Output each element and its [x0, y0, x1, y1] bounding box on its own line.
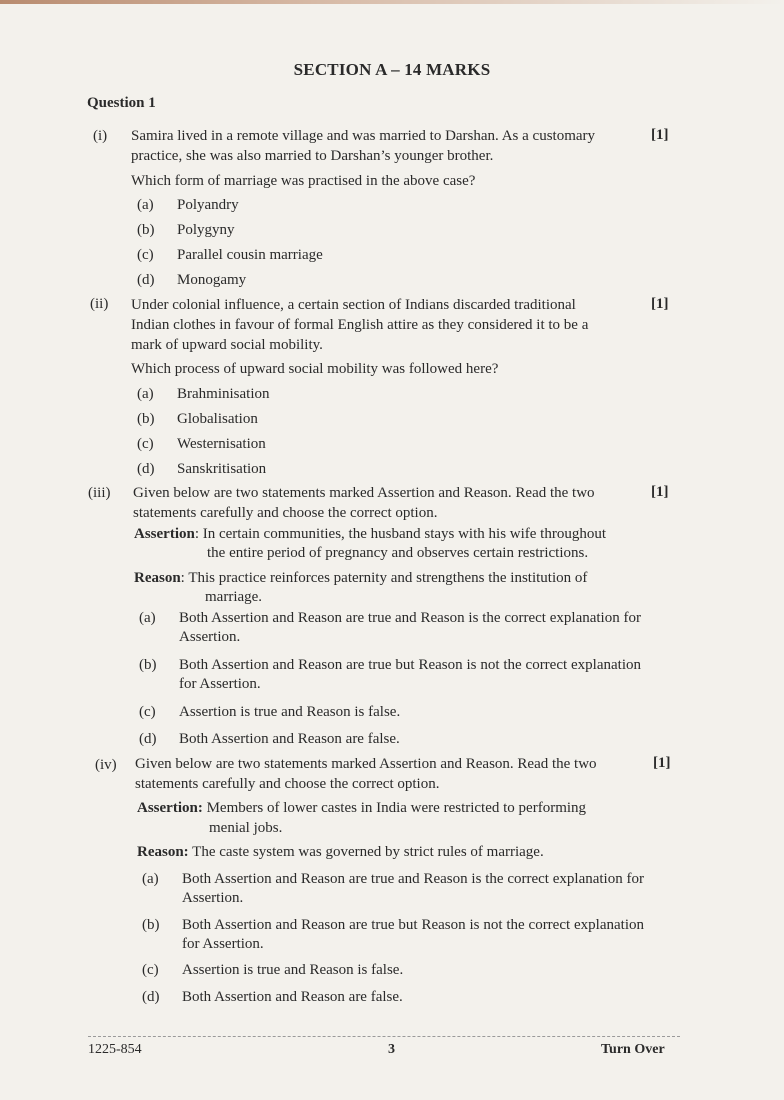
option-text: Brahminisation [177, 386, 270, 402]
question-number: (iii) [88, 485, 111, 501]
option-c [137, 435, 639, 454]
option-b [137, 410, 639, 429]
option-label: (a) [137, 386, 154, 402]
option-label: (b) [137, 411, 155, 427]
reason-label: Reason: [137, 844, 189, 860]
question-stem-line: Indian clothes in favour of formal English attire as they considered it to be a [131, 317, 589, 333]
reason-text-line: The caste system was governed by strict rules of marriage. [188, 844, 544, 860]
option-a [137, 196, 639, 215]
marks-badge: [1] [653, 755, 671, 771]
question-stem-line: Given below are two statements marked Assertion and Reason. Read the two [135, 756, 597, 772]
paper-code: 1225-854 [88, 1042, 142, 1057]
option-text: Assertion is true and Reason is false. [179, 704, 401, 720]
option-label: (c) [137, 247, 154, 263]
assertion-text-line: menial jobs. [209, 820, 283, 836]
assertion-label: Assertion: [137, 800, 203, 816]
reason-statement [137, 843, 544, 862]
assertion-label: Assertion [134, 526, 195, 542]
marks-badge: [1] [651, 484, 669, 500]
option-label: (b) [142, 917, 160, 933]
reason-text-line: marriage. [205, 589, 263, 605]
option-d [139, 730, 641, 749]
question-stem-line: Under colonial influence, a certain section of Indians discarded traditional [131, 297, 576, 313]
option-c [142, 961, 644, 980]
option-a [139, 609, 641, 649]
option-label: (c) [139, 704, 156, 720]
question-prompt: Which form of marriage was practised in the above case? [131, 173, 476, 189]
footer-divider [88, 1036, 680, 1037]
option-text: Polygyny [177, 222, 235, 238]
question-heading: Question 1 [87, 95, 156, 111]
question-prompt: Which process of upward social mobility was followed here? [131, 361, 499, 377]
assertion-text-line: the entire period of pregnancy and observes certain restrictions. [207, 545, 589, 561]
option-text: Both Assertion and Reason are true but Reason is not the correct explanation for Assertion. [182, 917, 644, 952]
option-b [137, 221, 639, 240]
assertion-text-line: Members of lower castes in India were restricted to performing [202, 800, 587, 816]
marks-badge: [1] [651, 127, 669, 143]
reason-label: Reason [134, 570, 181, 586]
option-label: (a) [142, 871, 159, 887]
option-label: (b) [137, 222, 155, 238]
section-title: SECTION A – 14 MARKS [293, 60, 491, 79]
option-label: (c) [137, 436, 154, 452]
option-label: (a) [137, 197, 154, 213]
option-b [139, 656, 641, 696]
option-a [142, 870, 644, 910]
option-text: Both Assertion and Reason are true and Reason is the correct explanation for Assertion. [179, 610, 641, 645]
option-label: (d) [142, 989, 160, 1005]
question-stem-line: practice, she was also married to Darshan’s younger brother. [131, 148, 494, 164]
option-text: Assertion is true and Reason is false. [182, 962, 404, 978]
assertion-text-line: : In certain communities, the husband stays with his wife throughout [194, 526, 607, 542]
turn-over-label: Turn Over [601, 1042, 665, 1057]
question-number: (ii) [90, 296, 109, 312]
question-stem-line: statements carefully and choose the correct option. [135, 776, 440, 792]
option-label: (d) [137, 461, 155, 477]
option-text: Monogamy [177, 272, 247, 288]
option-b [142, 916, 644, 956]
option-label: (b) [139, 657, 157, 673]
question-stem-line: statements carefully and choose the correct option. [133, 505, 438, 521]
option-text: Both Assertion and Reason are false. [182, 989, 403, 1005]
question-stem-line: mark of upward social mobility. [131, 337, 323, 353]
assertion-statement [134, 525, 606, 544]
option-label: (c) [142, 962, 159, 978]
option-text: Sanskritisation [177, 461, 267, 477]
option-text: Both Assertion and Reason are true but Reason is not the correct explanation for Assertion. [179, 657, 641, 692]
option-d [142, 988, 644, 1007]
question-number: (i) [93, 128, 108, 144]
option-text: Parallel cousin marriage [177, 247, 323, 263]
option-text: Westernisation [177, 436, 266, 452]
option-label: (d) [137, 272, 155, 288]
option-label: (a) [139, 610, 156, 626]
reason-statement [134, 569, 587, 588]
question-stem-line: Samira lived in a remote village and was married to Darshan. As a customary [131, 128, 596, 144]
option-label: (d) [139, 731, 157, 747]
option-c [139, 703, 641, 722]
option-d [137, 460, 639, 479]
page-number: 3 [388, 1042, 395, 1057]
option-c [137, 246, 639, 265]
option-text: Both Assertion and Reason are true and Reason is the correct explanation for Assertion. [182, 871, 644, 906]
option-text: Polyandry [177, 197, 239, 213]
reason-text-line: : This practice reinforces paternity and strengthens the institution of [180, 570, 588, 586]
marks-badge: [1] [651, 296, 669, 312]
question-number: (iv) [95, 757, 117, 773]
question-stem-line: Given below are two statements marked Assertion and Reason. Read the two [133, 485, 595, 501]
option-text: Globalisation [177, 411, 258, 427]
option-d [137, 271, 639, 290]
option-a [137, 385, 639, 404]
option-text: Both Assertion and Reason are false. [179, 731, 400, 747]
assertion-statement [137, 799, 586, 818]
